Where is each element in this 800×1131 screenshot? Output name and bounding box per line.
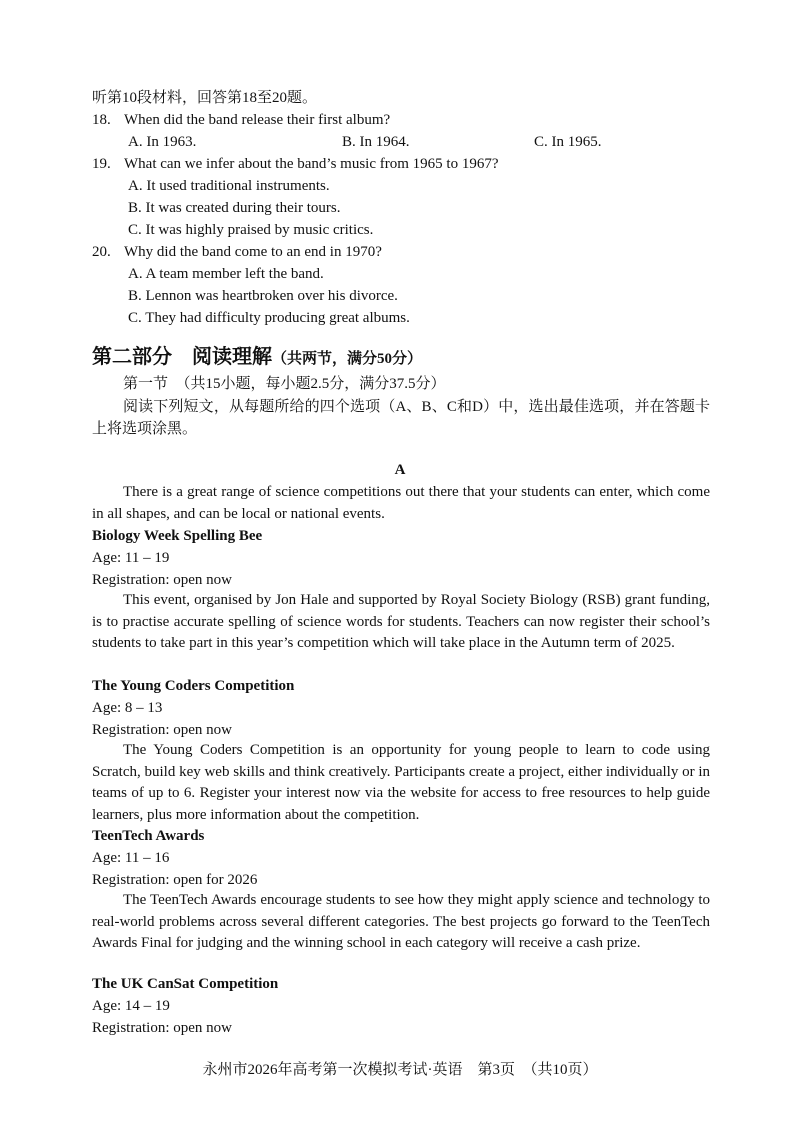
competition-4-age: Age: 14 – 19 — [92, 998, 170, 1014]
question-19-number: 19. — [92, 156, 111, 172]
part2-heading — [92, 344, 422, 372]
competition-2-title: The Young Coders Competition — [92, 678, 295, 694]
question-18-number: 18. — [92, 112, 111, 128]
question-18-option-c: C. In 1965. — [534, 134, 602, 150]
competition-3-body — [92, 890, 710, 955]
reading-instruction-text: 阅读下列短文，从每题所给的四个选项（A、B、C和D）中，选出最佳选项，并在答题卡上将选项涂黑。 — [92, 399, 710, 437]
question-19-option-b: B. It was created during their tours. — [128, 200, 341, 216]
competition-1-body-text: This event, organised by Jon Hale and supported by Royal Society Biology (RSB) grant funding, is to practise accurate spelling of science words for students. Teachers can now register their school’s students to take part in this year’s competition which will take place in the Autumn term of 2025. — [92, 592, 710, 651]
part2-title-note: （共两节，满分50分） — [272, 351, 423, 367]
question-19-option-c: C. It was highly praised by music critics. — [128, 222, 374, 238]
competition-2-registration: Registration: open now — [92, 722, 232, 738]
competition-1-age: Age: 11 – 19 — [92, 550, 170, 566]
competition-2-body-text: The Young Coders Competition is an opportunity for young people to learn to code using Scratch, build key web skills and think creatively. Participants create a project, either individually or in teams of up to 6. Register your interest now via the website for access to free resources to help guide learners, plus more information about the competition. — [92, 742, 711, 823]
competition-2-age: Age: 8 – 13 — [92, 700, 163, 716]
reading-instruction — [92, 396, 710, 440]
question-20-option-c: C. They had difficulty producing great albums. — [128, 310, 410, 326]
part2-title: 第二部分 阅读理解 — [92, 346, 272, 368]
passage-letter: A — [394, 462, 406, 478]
question-20-option-a: A. A team member left the band. — [128, 266, 324, 282]
competition-4-title: The UK CanSat Competition — [92, 976, 279, 992]
competition-4-registration: Registration: open now — [92, 1020, 232, 1036]
competition-1-registration: Registration: open now — [92, 572, 232, 588]
listening-intro: 听第10段材料，回答第18至20题。 — [92, 90, 318, 106]
question-18-option-b: B. In 1964. — [342, 134, 410, 150]
passage-intro-text: There is a great range of science competitions out there that your students can enter, which come in all shapes, and can be local or national events. — [92, 484, 710, 522]
question-20-text: Why did the band come to an end in 1970? — [124, 244, 382, 260]
page-footer: 永州市2026年高考第一次模拟考试·英语 第3页 （共10页） — [202, 1062, 598, 1078]
question-20-option-b: B. Lennon was heartbroken over his divorce. — [128, 288, 398, 304]
competition-3-body-text: The TeenTech Awards encourage students to see how they might apply science and technology to real-world problems across several different categories. The best projects go forward to the TeenTech Awards Final for judging and the winning school in each category will receive a cash prize. — [92, 892, 710, 951]
question-19-option-a: A. It used traditional instruments. — [128, 178, 330, 194]
competition-3-age: Age: 11 – 16 — [92, 850, 170, 866]
question-19-text: What can we infer about the band’s music from 1965 to 1967? — [124, 156, 499, 172]
question-20-number: 20. — [92, 244, 111, 260]
competition-2-body — [92, 740, 710, 826]
question-18-text: When did the band release their first album? — [124, 112, 391, 128]
competition-3-registration: Registration: open for 2026 — [92, 872, 258, 888]
competition-1-title: Biology Week Spelling Bee — [92, 528, 263, 544]
passage-intro — [92, 482, 710, 525]
section1-heading: 第一节 （共15小题，每小题2.5分，满分37.5分） — [123, 376, 446, 392]
competition-1-body — [92, 590, 710, 655]
competition-3-title: TeenTech Awards — [92, 828, 205, 844]
question-18-option-a: A. In 1963. — [128, 134, 197, 150]
